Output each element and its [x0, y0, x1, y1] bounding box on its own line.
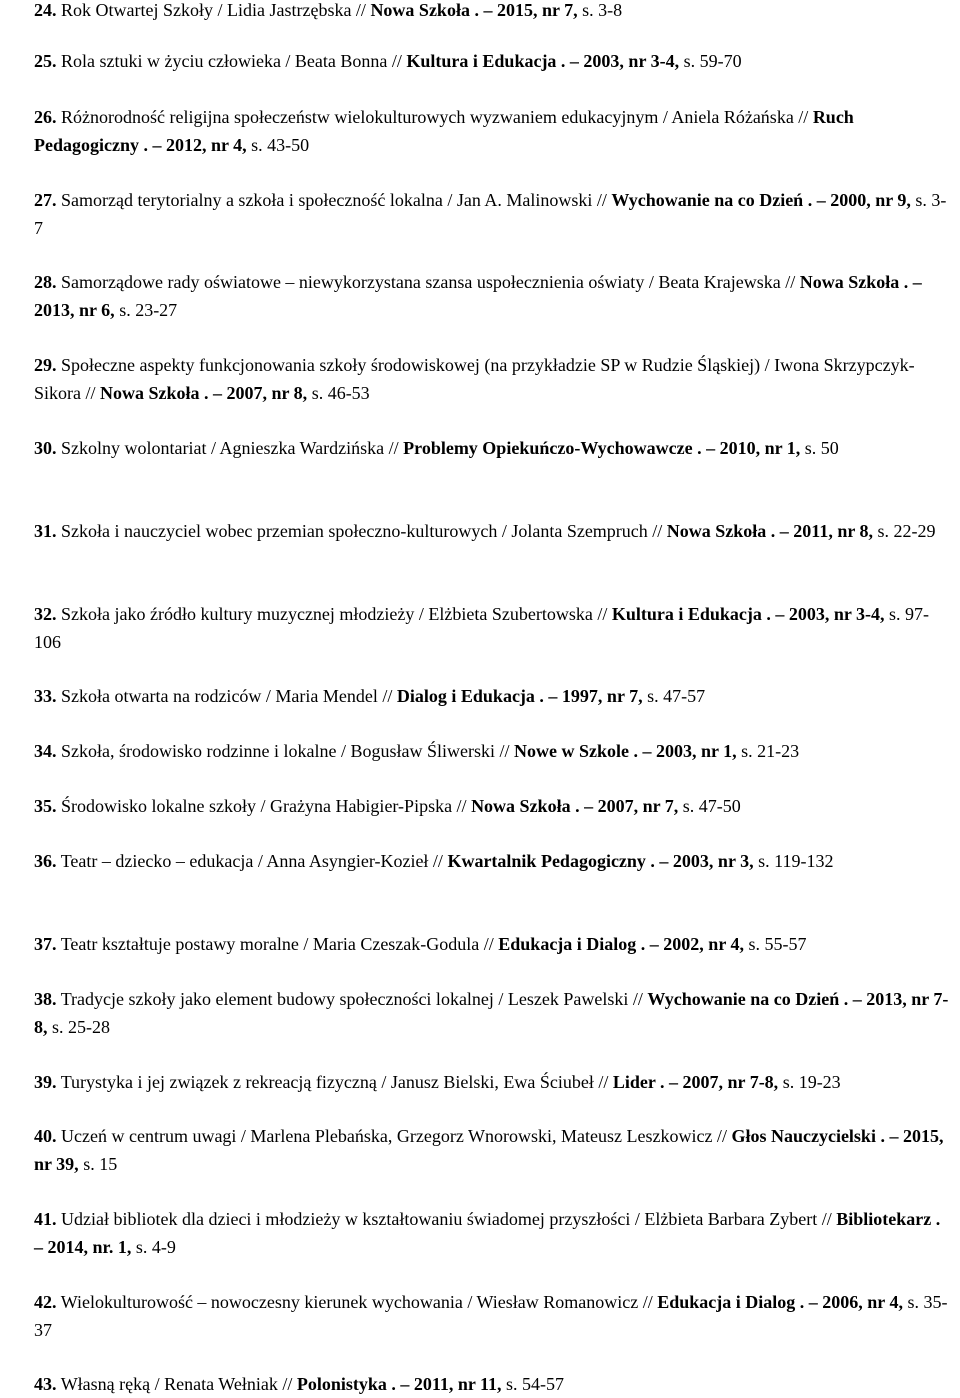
entry-title: Szkoła, środowisko rodzinne i lokalne / Bogusław Śliwerski // [61, 741, 510, 761]
entry-title: Teatr kształtuje postawy moralne / Maria Czeszak-Godula // [60, 934, 494, 954]
entry-title: Wielokulturowość – nowoczesny kierunek wychowania / Wiesław Romanowicz // [60, 1292, 653, 1312]
entry-number: 43. [34, 1374, 57, 1394]
bibliography-entry [34, 0, 949, 24]
entry-title: Szkolny wolontariat / Agnieszka Wardzińska // [61, 438, 399, 458]
entry-journal: Lider . – 2007, nr 7-8, [612, 1072, 779, 1092]
entry-number: 30. [34, 438, 57, 458]
entry-pages: s. 97-106 [34, 604, 930, 652]
entry-pages: s. 50 [804, 438, 839, 458]
entry-pages: s. 119-132 [758, 851, 834, 871]
entry-title: Turystyka i jej związek z rekreacją fizyczną / Janusz Bielski, Ewa Ściubeł // [60, 1072, 609, 1092]
entry-pages: s. 25-28 [52, 1017, 110, 1037]
entry-journal: Nowa Szkoła . – 2013, nr 6, [34, 272, 922, 320]
entry-title: Różnorodność religijna społeczeństw wielokulturowych wyzwaniem edukacyjnym / Aniela Różańska // [61, 107, 809, 127]
entry-title: Uczeń w centrum uwagi / Marlena Plebańska, Grzegorz Wnorowski, Mateusz Leszkowicz // [61, 1126, 727, 1146]
entry-number: 39. [34, 1072, 57, 1092]
entry-number: 41. [34, 1209, 57, 1229]
entry-number: 28. [34, 272, 57, 292]
entry-pages: s. 54-57 [506, 1374, 565, 1394]
entry-pages: s. 59-70 [683, 51, 742, 71]
entry-journal: Kultura i Edukacja . – 2003, nr 3-4, [406, 51, 680, 71]
entry-title: Szkoła i nauczyciel wobec przemian społeczno-kulturowych / Jolanta Szempruch // [61, 521, 663, 541]
bibliography-entry [34, 103, 949, 159]
entry-number: 40. [34, 1126, 57, 1146]
entry-number: 31. [34, 521, 57, 541]
entry-title: Rola sztuki w życiu człowieka / Beata Bonna // [61, 51, 402, 71]
entry-pages: s. 23-27 [119, 300, 178, 320]
entry-pages: s. 43-50 [251, 135, 310, 155]
entry-number: 42. [34, 1292, 57, 1312]
entry-pages: s. 47-57 [647, 686, 706, 706]
bibliography-entry [34, 1288, 949, 1344]
entry-title: Szkoła jako źródło kultury muzycznej młodzieży / Elżbieta Szubertowska // [61, 604, 608, 624]
entry-number: 25. [34, 51, 57, 71]
entry-number: 26. [34, 107, 57, 127]
entry-journal: Wychowanie na co Dzień . – 2000, nr 9, [611, 190, 911, 210]
entry-pages: s. 47-50 [682, 796, 741, 816]
bibliography-entry [34, 517, 949, 545]
bibliography-entry [34, 268, 949, 324]
entry-number: 24. [34, 0, 57, 20]
entry-title: Rok Otwartej Szkoły / Lidia Jastrzębska // [61, 0, 366, 20]
entry-title: Społeczne aspekty funkcjonowania szkoły środowiskowej (na przykładzie SP w Rudzie Śląskiej) / Iwona Skrzypczyk-Sikora // [34, 355, 915, 403]
entry-journal: Dialog i Edukacja . – 1997, nr 7, [396, 686, 643, 706]
entry-number: 32. [34, 604, 57, 624]
bibliography-entry [34, 847, 949, 875]
entry-journal: Nowa Szkoła . – 2015, nr 7, [370, 0, 578, 20]
entry-title: Samorządowe rady oświatowe – niewykorzystana szansa uspołecznienia oświaty / Beata Krajewska // [61, 272, 796, 292]
bibliography-entry [34, 600, 949, 656]
entry-title: Szkoła otwarta na rodziców / Maria Mendel // [61, 686, 393, 706]
bibliography-entry [34, 186, 949, 242]
entry-pages: s. 46-53 [311, 383, 370, 403]
entry-number: 33. [34, 686, 57, 706]
bibliography-entry [34, 434, 949, 462]
entry-pages: s. 35-37 [34, 1292, 948, 1340]
entry-pages: s. 21-23 [741, 741, 800, 761]
bibliography-entry [34, 1068, 949, 1096]
entry-title: Tradycje szkoły jako element budowy społeczności lokalnej / Leszek Pawelski // [60, 989, 643, 1009]
bibliography-entry [34, 351, 949, 407]
entry-journal: Ruch Pedagogiczny . – 2012, nr 4, [34, 107, 854, 155]
entry-journal: Wychowanie na co Dzień . – 2013, nr 7-8, [34, 989, 949, 1037]
entry-journal: Nowa Szkoła . – 2007, nr 8, [100, 383, 308, 403]
bibliography-entry [34, 1205, 949, 1261]
entry-journal: Nowe w Szkole . – 2003, nr 1, [513, 741, 737, 761]
entry-title: Własną ręką / Renata Wełniak // [60, 1374, 293, 1394]
entry-journal: Edukacja i Dialog . – 2006, nr 4, [657, 1292, 903, 1312]
entry-journal: Polonistyka . – 2011, nr 11, [296, 1374, 502, 1394]
bibliography-entry [34, 737, 949, 765]
bibliography-entry [34, 930, 949, 958]
entry-pages: s. 22-29 [877, 521, 936, 541]
bibliography-entry [34, 792, 949, 820]
entry-journal: Głos Nauczycielski . – 2015, nr 39, [34, 1126, 944, 1174]
bibliography-entry [34, 682, 949, 710]
entry-number: 36. [34, 851, 57, 871]
entry-pages: s. 15 [83, 1154, 118, 1174]
entry-pages: s. 19-23 [782, 1072, 841, 1092]
entry-journal: Nowa Szkoła . – 2007, nr 7, [471, 796, 679, 816]
entry-title: Samorząd terytorialny a szkoła i społeczność lokalna / Jan A. Malinowski // [61, 190, 607, 210]
entry-number: 34. [34, 741, 57, 761]
entry-number: 38. [34, 989, 57, 1009]
entry-title: Teatr – dziecko – edukacja / Anna Asyngier-Kozieł // [60, 851, 443, 871]
entry-journal: Edukacja i Dialog . – 2002, nr 4, [498, 934, 744, 954]
entry-journal: Bibliotekarz . – 2014, nr. 1, [34, 1209, 941, 1257]
entry-journal: Kwartalnik Pedagogiczny . – 2003, nr 3, [447, 851, 754, 871]
entry-journal: Problemy Opiekuńczo-Wychowawcze . – 2010, nr 1, [403, 438, 801, 458]
entry-number: 27. [34, 190, 57, 210]
bibliography-entry [34, 985, 949, 1041]
bibliography-entry [34, 47, 949, 75]
entry-pages: s. 4-9 [135, 1237, 176, 1257]
entry-pages: s. 3-7 [34, 190, 947, 238]
entry-number: 37. [34, 934, 57, 954]
entry-number: 35. [34, 796, 57, 816]
entry-number: 29. [34, 355, 57, 375]
bibliography-entry [34, 1370, 949, 1398]
entry-journal: Nowa Szkoła . – 2011, nr 8, [666, 521, 873, 541]
entry-pages: s. 55-57 [748, 934, 807, 954]
entry-title: Udział bibliotek dla dzieci i młodzieży w kształtowaniu świadomej przyszłości / Elżbieta Barbara Zybert // [61, 1209, 832, 1229]
bibliography-entry [34, 1122, 949, 1178]
entry-pages: s. 3-8 [582, 0, 623, 20]
entry-title: Środowisko lokalne szkoły / Grażyna Habigier-Pipska // [61, 796, 467, 816]
entry-journal: Kultura i Edukacja . – 2003, nr 3-4, [611, 604, 885, 624]
